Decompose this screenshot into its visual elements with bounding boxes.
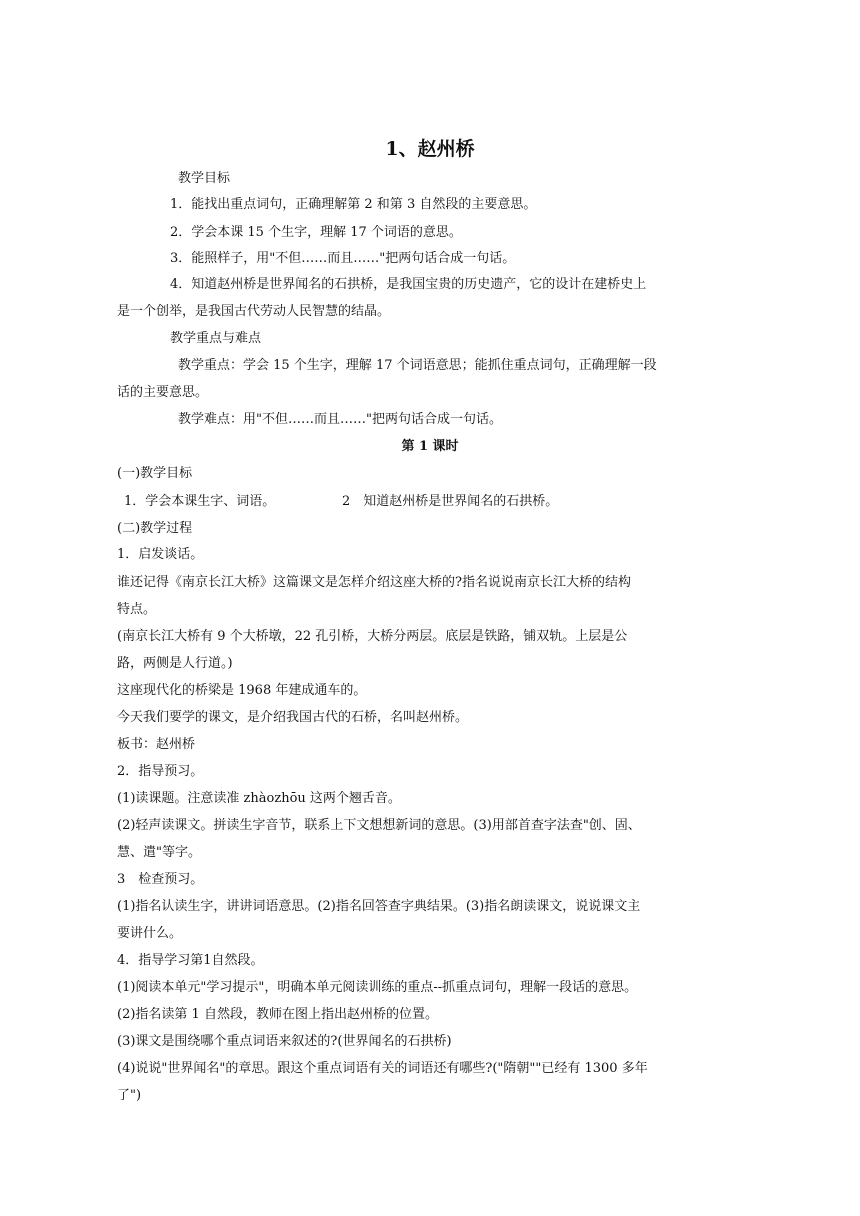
section-heading: (一)教学目标 [117, 466, 193, 481]
section-goal-item: 1．学会本课生字、词语。 [124, 494, 276, 509]
process-line: 板书：赵州桥 [117, 737, 196, 752]
process-line: 路，两侧是人行道。) [117, 656, 233, 671]
process-line: 3 检查预习。 [117, 872, 204, 887]
key-heading: 教学重点与难点 [170, 331, 262, 346]
key-point-continued: 话的主要意思。 [117, 385, 209, 400]
key-point: 教学重点：学会 15 个生字，理解 17 个词语意思；能抓住重点词句，正确理解一段 [178, 358, 657, 373]
process-line: 2．指导预习。 [117, 764, 204, 779]
process-line: (1)阅读本单元"学习提示"，明确本单元阅读训练的重点--抓重点词句，理解一段话的意思。 [117, 980, 638, 995]
process-line: (1)读课题。注意读准 zhàozhōu 这两个翘舌音。 [117, 791, 401, 806]
section-heading: (二)教学过程 [117, 521, 193, 536]
process-line: (3)课文是围绕哪个重点词语来叙述的?(世界闻名的石拱桥) [117, 1034, 452, 1049]
process-line: (2)轻声读课文。拼读生字音节，联系上下文想想新词的意思。(3)用部首查字法查"创、固、 [117, 818, 641, 833]
process-line: 特点。 [117, 602, 157, 617]
goal-item-continued: 是一个创举，是我国古代劳动人民智慧的结晶。 [117, 304, 391, 319]
goal-item: 2．学会本课 15 个生字，理解 17 个词语的意思。 [170, 225, 462, 240]
process-line: (南京长江大桥有 9 个大桥墩，22 孔引桥，大桥分两层。底层是铁路，铺双轨。上层是公 [117, 629, 628, 644]
process-line: 1．启发谈话。 [117, 547, 204, 562]
process-line: 了") [117, 1088, 142, 1103]
process-line: 要讲什么。 [117, 926, 183, 941]
difficulty-point: 教学难点：用"不但……而且……"把两句话合成一句话。 [178, 412, 502, 427]
document-title: 1、赵州桥 [385, 138, 475, 160]
goal-item: 4．知道赵州桥是世界闻名的石拱桥，是我国宝贵的历史遗产，它的设计在建桥史上 [170, 277, 647, 292]
goal-item: 1．能找出重点词句，正确理解第 2 和第 3 自然段的主要意思。 [170, 197, 537, 212]
process-line: (2)指名读第 1 自然段，教师在图上指出赵州桥的位置。 [117, 1007, 438, 1022]
section-goal-item: 2 知道赵州桥是世界闻名的石拱桥。 [342, 494, 559, 509]
process-line: (4)说说"世界闻名"的章思。跟这个重点词语有关的词语还有哪些?("隋朝""已经有 1300 多年 [117, 1061, 648, 1076]
process-line: 4．指导学习第1自然段。 [117, 953, 264, 968]
process-line: 今天我们要学的课文，是介绍我国古代的石桥，名叫赵州桥。 [117, 710, 469, 725]
goals-heading: 教学目标 [178, 171, 231, 186]
process-line: 这座现代化的桥梁是 1968 年建成通车的。 [117, 683, 367, 698]
process-line: (1)指名认读生字，讲讲词语意思。(2)指名回答查字典结果。(3)指名朗读课文，说说课文主 [117, 899, 641, 914]
process-line: 慧、遣"等字。 [117, 845, 201, 860]
process-line: 谁还记得《南京长江大桥》这篇课文是怎样介绍这座大桥的?指名说说南京长江大桥的结构 [117, 575, 631, 590]
lesson-title: 第 1 课时 [401, 439, 459, 454]
goal-item: 3．能照样子，用"不但……而且……"把两句话合成一句话。 [170, 251, 516, 266]
